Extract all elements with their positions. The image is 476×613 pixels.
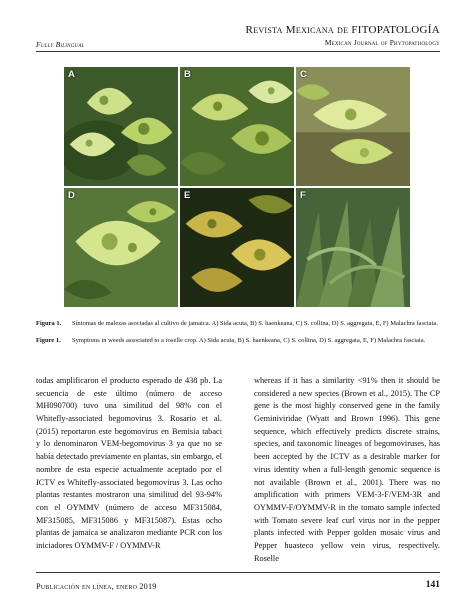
leaf-photo-c	[296, 67, 410, 186]
spanish-paragraph: todas amplificaron el producto esperado de 438 pb. La secuencia de este último (número de acceso MH090700) tuvo una similitud del 98% con el Whitefly-associated begomovirus 3. Rosario et al. (2015) reportaron este begomovirus en Bemisia tabaci y lo denominaron VEM-begomovirus 3 ya que no se había detectado previamente en plantas, sin embargo, el nombre de esta especie actualmente aceptado por el ICTV es Whitefly-associated begomovirus 3. Las ocho plantas restantes mostraron una similitud del 93-94% con el OYMMV (número de acceso MF315084, MF315085, MF315086 y MF315087). Estas ocho plantas de jamaica se analizaron mediante PCR con los iniciadores OYMMV-F / OYMMV-R	[36, 376, 222, 550]
leaf-photo-b	[180, 67, 294, 186]
footer-rule	[36, 572, 440, 573]
header-rule	[36, 51, 440, 52]
body-column-english	[254, 375, 440, 565]
panel-label-d: D	[68, 190, 75, 201]
panel-label-b: B	[184, 69, 191, 80]
page-number: 141	[425, 580, 440, 590]
caption-es-label: Figura 1.	[36, 320, 62, 327]
english-paragraph: whereas if it has a similarity <91% then it should be considered a new species (Brown et al., 2015). The CP gene is the most highly conserved gene in the family Geminiviridae (Wyatt and Brown 1996). This gene sequence, which effectively predicts discrete strains, species, and taxonomic lineages of begomoviruses, has been accepted by the ICTV as a desirable marker for virus identity when a full-length genomic sequence is not available (Brown et al., 2001). There was no amplification with primers VEM-3-F/VEM-3R and OYMMV-F/OYMMV-R in the tomato sample infected with Tomato severe leaf curl virus nor in the pepper plants infected with Pepper golden mosaic virus and Pepper huasteco yellow vein virus, respectively. Roselle	[254, 376, 440, 563]
caption-es-text: Síntomas de malezas asociadas al cultivo de jamaica. A) Sida acuta, B) S. haenkeana, C) S. collina, D) S. aggregata, E, F) Malachra fasciata.	[72, 320, 438, 327]
photo-panel-a	[64, 67, 178, 186]
photo-panel-f	[296, 188, 410, 307]
leaf-photo-a	[64, 67, 178, 186]
photo-panel-e	[180, 188, 294, 307]
caption-en-text: Symptoms in weeds associated to a roselle crop. A) Sida acuta, B) S. haenkeana, C) S. collina, D) S. aggregata, E, F) Malachra fasciata.	[72, 337, 426, 344]
journal-title-es: Revista Mexicana de FITOPATOLOGÍA	[245, 24, 440, 36]
photo-panel-b	[180, 67, 294, 186]
panel-label-f: F	[300, 190, 306, 201]
running-header-left: Fully Bilingual	[36, 40, 85, 49]
panel-label-e: E	[184, 190, 191, 201]
photo-panel-c	[296, 67, 410, 186]
journal-header	[246, 24, 440, 47]
body-column-spanish	[36, 375, 222, 553]
figure-1-photo-grid	[64, 67, 410, 307]
caption-en-label: Figure 1.	[36, 337, 61, 344]
figure-caption-es	[36, 320, 440, 329]
leaf-photo-e	[180, 188, 294, 307]
panel-label-c: C	[300, 69, 307, 80]
leaf-photo-d	[64, 188, 178, 307]
photo-panel-d	[64, 188, 178, 307]
figure-caption-en	[36, 337, 440, 346]
journal-title-en: Mexican Journal of Phytopathology	[324, 37, 440, 47]
panel-label-a: A	[68, 69, 75, 80]
publication-date: Publicación en línea, enero 2019	[36, 582, 157, 591]
leaf-photo-f	[296, 188, 410, 307]
